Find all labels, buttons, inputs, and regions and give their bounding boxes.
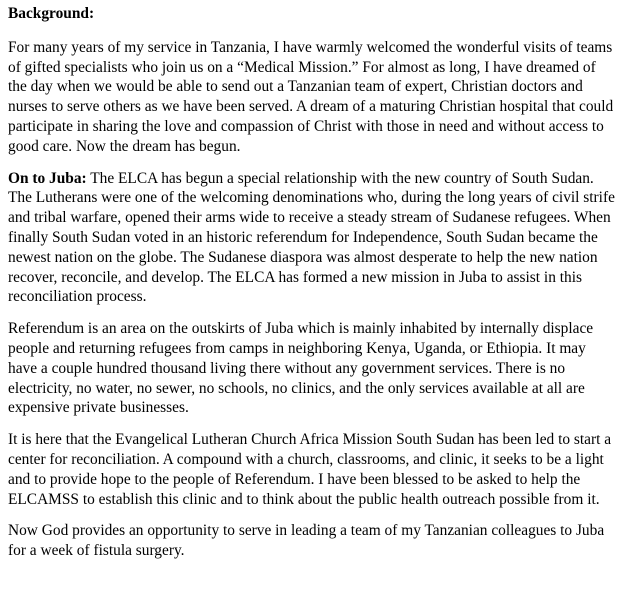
paragraph-text: Referendum is an area on the outskirts of Juba which is mainly inhabited by internally displace people and returning refugees from camps in neighboring Kenya, Uganda, or Ethiopia. It may have a couple hundred thousand living there without any government services. There is no electricity, no water, no sewer, no schools, no clinics, and the only services available at all are expensive private businesses.: [8, 320, 594, 417]
paragraph-fistula-surgery: [8, 521, 616, 561]
paragraph-text: The ELCA has begun a special relationship with the new country of South Sudan. The Lutherans were one of the welcoming denominations who, during the long years of civil strife and tribal warfare, opened their arms wide to receive a steady stream of Sudanese refugees. When finally South Sudan voted in an historic referendum for Independence, South Sudan became the newest nation on the globe. The Sudanese diaspora was almost desperate to help the new nation recover, reconcile, and develop. The ELCA has formed a new mission in Juba to assist in this reconciliation process.: [8, 169, 615, 306]
document-body: [8, 4, 616, 573]
section-heading: Background:: [8, 5, 95, 22]
paragraph-text: Now God provides an opportunity to serve in leading a team of my Tanzanian colleagues to Juba for a week of fistula surgery.: [8, 522, 605, 560]
paragraph-lead: On to Juba:: [8, 169, 87, 187]
paragraph-on-to-juba: [8, 169, 616, 308]
paragraph-text: It is here that the Evangelical Lutheran Church Africa Mission South Sudan has been led to start a center for reconciliation. A compound with a church, classrooms, and clinic, it seeks to be a light and to provide hope to the people of Referendum. I have been blessed to be asked to help the ELCAMSS to establish this clinic and to think about the public health outreach possible from it.: [8, 431, 612, 508]
paragraph-reconciliation-center: [8, 430, 616, 509]
paragraph-background: [8, 38, 616, 157]
paragraph-referendum: [8, 319, 616, 418]
paragraph-text: For many years of my service in Tanzania, I have warmly welcomed the wonderful visits of teams of gifted specialists who join us on a “Medical Mission.” For almost as long, I have dreamed of the day when we would be able to send out a Tanzanian team of expert, Christian doctors and nurses to serve others as we have been served. A dream of a maturing Christian hospital that could participate in sharing the love and compassion of Christ with those in need and without access to good care. Now the dream has begun.: [8, 38, 614, 155]
